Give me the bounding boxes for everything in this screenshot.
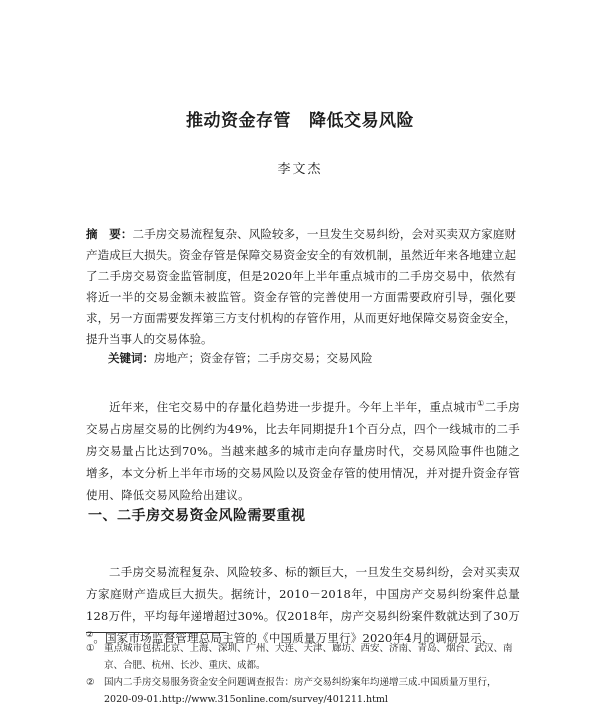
title-part-2: 降低交易风险 [309, 111, 414, 131]
keywords-label: 关键词： [108, 351, 154, 365]
abstract-label: 摘 要： [86, 227, 133, 241]
para1-text-a: 近年来，住宅交易中的存量化趋势进一步提升。今年上半年，重点城市 [109, 400, 478, 414]
footnote-2-text: 国内二手房交易服务资金安全问题调查报告：房产交易纠纷案年均递增三成.中国质量万里行，2020-09-01.http://www.315online.com/survey/401211.html [104, 677, 497, 705]
footnote-2-mark: ② [86, 677, 95, 688]
body-paragraph-2 [86, 561, 520, 649]
footnote-divider [86, 632, 226, 633]
abstract [86, 224, 516, 350]
footnote-ref-2: ② [86, 630, 94, 640]
footnote-1-text: 重点城市包括北京、上海、深圳、广州、大连、天津、廊坊、西安、济南、青岛、烟台、武汉、南京、合肥、杭州、长沙、重庆、成都。 [104, 643, 513, 671]
footnote-1-mark: ① [86, 643, 95, 654]
article-title [0, 106, 600, 131]
keywords [108, 350, 518, 366]
author-name: 李文杰 [277, 162, 323, 177]
section-1-heading: 一、二手房交易资金风险需要重视 [88, 508, 306, 524]
para2-text-a: 二手房交易流程复杂、风险较多、标的额巨大，一旦发生交易纠纷，会对买卖双方家庭财产造成巨大损失。据统计，2010－2018年，中国房产交易纠纷案件总量128万件，平均每年递增超过30%。仅2018年，房产交易纠纷案件数就达到了30万 [86, 565, 520, 623]
body-paragraph-1 [86, 396, 520, 506]
para2-text-b: 。国家市场监督管理总局主管的《中国质量万里行》2020年4月的调研显示， [93, 631, 494, 645]
title-part-1: 推动资金存管 [186, 111, 291, 131]
footnote-ref-1: ① [477, 399, 485, 409]
abstract-text: 二手房交易流程复杂、风险较多，一旦发生交易纠纷，会对买卖双方家庭财产造成巨大损失。资金存管是保障交易资金安全的有效机制，虽然近年来各地建立起了二手房交易资金监管制度，但是2020年上半年重点城市的二手房交易中，依然有将近一半的交易金额未被监管。资金存管的完善使用一方面需要政府引导，强化要求，另一方面需要发挥第三方支付机构的存管作用，从而更好地保障交易资金安全，提升当事人的交易体验。 [86, 227, 516, 346]
para1-text-b: 二手房交易占房屋交易的比例约为49%，比去年同期提升1个百分点，四个一线城市的二手房交易量占比达到70%。当越来越多的城市走向存量房时代，交易风险事件也随之增多，本文分析上半年市场的交易风险以及资金存管的使用情况，并对提升资金存管使用、降低交易风险给出建议。 [86, 400, 520, 502]
keywords-text: 房地产；资金存管；二手房交易；交易风险 [154, 351, 373, 365]
footnotes [86, 640, 520, 708]
footnote-2 [86, 674, 520, 708]
footnote-1 [86, 640, 520, 674]
